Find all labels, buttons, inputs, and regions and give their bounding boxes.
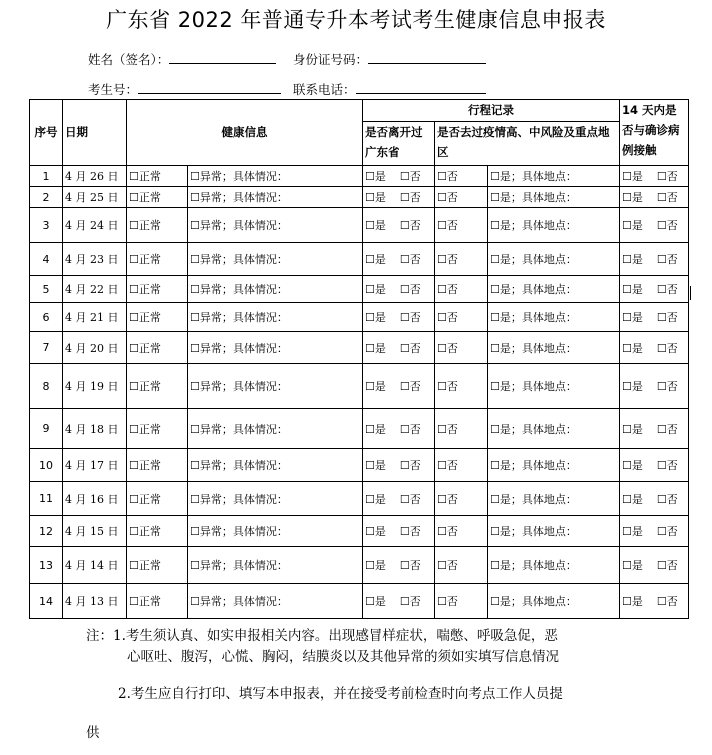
exam-no-label: 考生号： bbox=[88, 82, 139, 97]
risk-area-yes-place-checkbox[interactable]: ☐是；具体地点： bbox=[488, 332, 620, 364]
risk-area-no-checkbox[interactable]: ☐否 bbox=[435, 276, 488, 303]
risk-area-yes-place-checkbox[interactable]: ☐是；具体地点： bbox=[488, 364, 620, 409]
no-checkbox[interactable]: ☐否 bbox=[399, 595, 421, 608]
contact-choice[interactable] bbox=[620, 409, 689, 449]
no-checkbox[interactable]: ☐否 bbox=[399, 525, 421, 538]
row-date: 4 月 20 日 bbox=[63, 332, 127, 364]
health-abnormal-checkbox[interactable]: ☐异常；具体情况： bbox=[188, 547, 363, 584]
health-normal-checkbox[interactable]: ☐正常 bbox=[127, 364, 188, 409]
left-gd-choice[interactable] bbox=[363, 449, 435, 482]
risk-area-no-checkbox[interactable]: ☐否 bbox=[435, 547, 488, 584]
table-row bbox=[30, 187, 689, 208]
health-normal-checkbox[interactable]: ☐正常 bbox=[127, 243, 188, 276]
health-abnormal-checkbox[interactable]: ☐异常；具体情况： bbox=[188, 187, 363, 208]
risk-area-no-checkbox[interactable]: ☐否 bbox=[435, 516, 488, 547]
yes-checkbox[interactable]: ☐是 bbox=[365, 341, 386, 355]
row-number: 4 bbox=[30, 243, 63, 276]
yes-checkbox[interactable]: ☐是 bbox=[622, 341, 643, 355]
table-row bbox=[30, 364, 689, 409]
exam-no-blank[interactable] bbox=[138, 80, 281, 94]
row-date: 4 月 25 日 bbox=[63, 187, 127, 208]
form-title: 广东省 2022 年普通专升本考试考生健康信息申报表 bbox=[106, 8, 606, 32]
risk-area-yes-place-checkbox[interactable]: ☐是；具体地点： bbox=[488, 208, 620, 243]
yes-checkbox[interactable]: ☐是 bbox=[622, 380, 643, 393]
row-date: 4 月 13 日 bbox=[63, 584, 127, 619]
yes-checkbox[interactable]: ☐是 bbox=[622, 422, 643, 436]
no-checkbox[interactable]: ☐否 bbox=[399, 191, 421, 204]
table-row bbox=[30, 547, 689, 584]
row-date: 4 月 22 日 bbox=[63, 276, 127, 303]
row-number: 10 bbox=[30, 449, 63, 482]
yes-checkbox[interactable]: ☐是 bbox=[622, 492, 643, 506]
left-gd-choice[interactable] bbox=[363, 187, 435, 208]
table-row bbox=[30, 208, 689, 243]
left-gd-choice[interactable] bbox=[363, 332, 435, 364]
risk-area-yes-place-checkbox[interactable]: ☐是；具体地点： bbox=[488, 187, 620, 208]
row-number: 3 bbox=[30, 208, 63, 243]
health-abnormal-checkbox[interactable]: ☐异常；具体情况： bbox=[188, 243, 363, 276]
table-row bbox=[30, 449, 689, 482]
risk-area-no-checkbox[interactable]: ☐否 bbox=[435, 187, 488, 208]
risk-area-no-checkbox[interactable]: ☐否 bbox=[435, 243, 488, 276]
yes-checkbox[interactable]: ☐是 bbox=[365, 219, 386, 232]
exam-no-field[interactable] bbox=[88, 80, 281, 98]
risk-area-no-checkbox[interactable]: ☐否 bbox=[435, 449, 488, 482]
contact-choice[interactable] bbox=[620, 482, 689, 516]
table-row bbox=[30, 166, 689, 187]
health-normal-checkbox[interactable]: ☐正常 bbox=[127, 332, 188, 364]
left-gd-choice[interactable] bbox=[363, 166, 435, 187]
row-date: 4 月 21 日 bbox=[63, 303, 127, 332]
no-checkbox[interactable]: ☐否 bbox=[399, 253, 421, 266]
yes-checkbox[interactable]: ☐是 bbox=[622, 595, 643, 608]
name-label: 姓名（签名）： bbox=[88, 52, 170, 67]
health-abnormal-checkbox[interactable]: ☐异常；具体情况： bbox=[188, 166, 363, 187]
table-row bbox=[30, 303, 689, 332]
contact-choice[interactable] bbox=[620, 547, 689, 584]
row-number: 7 bbox=[30, 332, 63, 364]
yes-checkbox[interactable]: ☐是 bbox=[365, 422, 386, 436]
row-number: 1 bbox=[30, 166, 63, 187]
risk-area-yes-place-checkbox[interactable]: ☐是；具体地点： bbox=[488, 584, 620, 619]
health-normal-checkbox[interactable]: ☐正常 bbox=[127, 482, 188, 516]
table-body bbox=[30, 166, 689, 619]
id-field[interactable] bbox=[293, 50, 486, 68]
left-gd-choice[interactable] bbox=[363, 547, 435, 584]
health-declaration-table bbox=[29, 99, 689, 619]
health-normal-checkbox[interactable]: ☐正常 bbox=[127, 166, 188, 187]
row-date: 4 月 15 日 bbox=[63, 516, 127, 547]
left-gd-choice[interactable] bbox=[363, 409, 435, 449]
notes bbox=[86, 626, 646, 744]
yes-checkbox[interactable]: ☐是 bbox=[622, 283, 643, 296]
health-normal-checkbox[interactable]: ☐正常 bbox=[127, 409, 188, 449]
health-abnormal-checkbox[interactable]: ☐异常；具体情况： bbox=[188, 303, 363, 332]
header-travel: 行程记录 bbox=[363, 100, 620, 122]
contact-choice[interactable] bbox=[620, 303, 689, 332]
id-label: 身份证号码： bbox=[293, 52, 369, 67]
risk-area-yes-place-checkbox[interactable]: ☐是；具体地点： bbox=[488, 166, 620, 187]
no-checkbox[interactable]: ☐否 bbox=[656, 311, 678, 324]
no-checkbox[interactable]: ☐否 bbox=[399, 219, 421, 232]
yes-checkbox[interactable]: ☐是 bbox=[365, 253, 386, 266]
yes-checkbox[interactable]: ☐是 bbox=[365, 595, 386, 608]
left-gd-choice[interactable] bbox=[363, 364, 435, 409]
yes-checkbox[interactable]: ☐是 bbox=[365, 559, 386, 572]
risk-area-no-checkbox[interactable]: ☐否 bbox=[435, 409, 488, 449]
no-checkbox[interactable]: ☐否 bbox=[656, 170, 678, 183]
left-gd-choice[interactable] bbox=[363, 516, 435, 547]
row-date: 4 月 24 日 bbox=[63, 208, 127, 243]
row-date: 4 月 23 日 bbox=[63, 243, 127, 276]
table-row bbox=[30, 482, 689, 516]
row-date: 4 月 17 日 bbox=[63, 449, 127, 482]
risk-area-yes-place-checkbox[interactable]: ☐是；具体地点： bbox=[488, 276, 620, 303]
health-abnormal-checkbox[interactable]: ☐异常；具体情况： bbox=[188, 276, 363, 303]
yes-checkbox[interactable]: ☐是 bbox=[365, 170, 386, 183]
health-abnormal-checkbox[interactable]: ☐异常；具体情况： bbox=[188, 516, 363, 547]
left-gd-choice[interactable] bbox=[363, 208, 435, 243]
contact-choice[interactable] bbox=[620, 208, 689, 243]
header-left-gd: 是否离开过广东省 bbox=[363, 122, 435, 166]
risk-area-no-checkbox[interactable]: ☐否 bbox=[435, 166, 488, 187]
yes-checkbox[interactable]: ☐是 bbox=[365, 525, 386, 538]
phone-field[interactable] bbox=[293, 80, 486, 98]
no-checkbox[interactable]: ☐否 bbox=[399, 422, 421, 436]
health-normal-checkbox[interactable]: ☐正常 bbox=[127, 449, 188, 482]
no-checkbox[interactable]: ☐否 bbox=[399, 380, 421, 393]
no-checkbox[interactable]: ☐否 bbox=[656, 380, 678, 393]
yes-checkbox[interactable]: ☐是 bbox=[622, 311, 643, 324]
note-1b: 心呕吐、腹泻，心慌、胸闷，结膜炎以及其他异常的须如实填写信息情况 bbox=[127, 649, 559, 665]
name-field[interactable] bbox=[88, 50, 276, 68]
text-cursor bbox=[690, 286, 691, 300]
contact-choice[interactable] bbox=[620, 166, 689, 187]
row-number: 13 bbox=[30, 547, 63, 584]
no-checkbox[interactable]: ☐否 bbox=[656, 492, 678, 506]
risk-area-yes-place-checkbox[interactable]: ☐是；具体地点： bbox=[488, 303, 620, 332]
row-number: 11 bbox=[30, 482, 63, 516]
risk-area-no-checkbox[interactable]: ☐否 bbox=[435, 482, 488, 516]
contact-choice[interactable] bbox=[620, 332, 689, 364]
no-checkbox[interactable]: ☐否 bbox=[399, 283, 421, 296]
no-checkbox[interactable]: ☐否 bbox=[656, 219, 678, 232]
no-checkbox[interactable]: ☐否 bbox=[399, 492, 421, 506]
header-date: 日期 bbox=[63, 100, 127, 166]
contact-choice[interactable] bbox=[620, 364, 689, 409]
yes-checkbox[interactable]: ☐是 bbox=[365, 492, 386, 506]
yes-checkbox[interactable]: ☐是 bbox=[622, 253, 643, 266]
left-gd-choice[interactable] bbox=[363, 303, 435, 332]
yes-checkbox[interactable]: ☐是 bbox=[365, 191, 386, 204]
yes-checkbox[interactable]: ☐是 bbox=[365, 380, 386, 393]
risk-area-no-checkbox[interactable]: ☐否 bbox=[435, 584, 488, 619]
table-row bbox=[30, 332, 689, 364]
note-2a: 2.考生应自行打印、填写本申报表，并在接受考前检查时向考点工作人员提 bbox=[118, 686, 563, 702]
left-gd-choice[interactable] bbox=[363, 584, 435, 619]
no-checkbox[interactable]: ☐否 bbox=[656, 525, 678, 538]
header-risk-area: 是否去过疫情高、中风险及重点地区 bbox=[435, 122, 620, 166]
row-number: 9 bbox=[30, 409, 63, 449]
note-1a: 注：1.考生须认真、如实申报相关内容。出现感冒样症状，喘憋、呼吸急促，恶 bbox=[86, 628, 558, 644]
no-checkbox[interactable]: ☐否 bbox=[656, 253, 678, 266]
no-checkbox[interactable]: ☐否 bbox=[399, 170, 421, 183]
health-abnormal-checkbox[interactable]: ☐异常；具体情况： bbox=[188, 409, 363, 449]
yes-checkbox[interactable]: ☐是 bbox=[365, 283, 386, 296]
left-gd-choice[interactable] bbox=[363, 276, 435, 303]
row-number: 2 bbox=[30, 187, 63, 208]
risk-area-yes-place-checkbox[interactable]: ☐是；具体地点： bbox=[488, 482, 620, 516]
health-normal-checkbox[interactable]: ☐正常 bbox=[127, 208, 188, 243]
no-checkbox[interactable]: ☐否 bbox=[656, 595, 678, 608]
risk-area-no-checkbox[interactable]: ☐否 bbox=[435, 332, 488, 364]
risk-area-no-checkbox[interactable]: ☐否 bbox=[435, 364, 488, 409]
contact-choice[interactable] bbox=[620, 584, 689, 619]
row-date: 4 月 18 日 bbox=[63, 409, 127, 449]
table-row bbox=[30, 409, 689, 449]
contact-choice[interactable] bbox=[620, 243, 689, 276]
phone-label: 联系电话： bbox=[293, 82, 356, 97]
health-normal-checkbox[interactable]: ☐正常 bbox=[127, 187, 188, 208]
health-abnormal-checkbox[interactable]: ☐异常；具体情况： bbox=[188, 332, 363, 364]
phone-blank[interactable] bbox=[356, 80, 486, 94]
yes-checkbox[interactable]: ☐是 bbox=[622, 170, 643, 183]
health-normal-checkbox[interactable]: ☐正常 bbox=[127, 547, 188, 584]
risk-area-no-checkbox[interactable]: ☐否 bbox=[435, 208, 488, 243]
yes-checkbox[interactable]: ☐是 bbox=[365, 311, 386, 324]
header-seq: 序号 bbox=[30, 100, 63, 166]
health-normal-checkbox[interactable]: ☐正常 bbox=[127, 584, 188, 619]
row-number: 6 bbox=[30, 303, 63, 332]
row-number: 8 bbox=[30, 364, 63, 409]
yes-checkbox[interactable]: ☐是 bbox=[365, 459, 386, 472]
no-checkbox[interactable]: ☐否 bbox=[656, 422, 678, 436]
table-row bbox=[30, 584, 689, 619]
row-number: 12 bbox=[30, 516, 63, 547]
yes-checkbox[interactable]: ☐是 bbox=[622, 559, 643, 572]
row-date: 4 月 14 日 bbox=[63, 547, 127, 584]
row-number: 14 bbox=[30, 584, 63, 619]
health-abnormal-checkbox[interactable]: ☐异常；具体情况： bbox=[188, 584, 363, 619]
no-checkbox[interactable]: ☐否 bbox=[656, 191, 678, 204]
health-abnormal-checkbox[interactable]: ☐异常；具体情况： bbox=[188, 482, 363, 516]
table-row bbox=[30, 243, 689, 276]
health-normal-checkbox[interactable]: ☐正常 bbox=[127, 516, 188, 547]
yes-checkbox[interactable]: ☐是 bbox=[622, 525, 643, 538]
table-row bbox=[30, 276, 689, 303]
row-date: 4 月 26 日 bbox=[63, 166, 127, 187]
health-abnormal-checkbox[interactable]: ☐异常；具体情况： bbox=[188, 208, 363, 243]
no-checkbox[interactable]: ☐否 bbox=[656, 459, 678, 472]
health-abnormal-checkbox[interactable]: ☐异常；具体情况： bbox=[188, 364, 363, 409]
row-date: 4 月 16 日 bbox=[63, 482, 127, 516]
risk-area-yes-place-checkbox[interactable]: ☐是；具体地点： bbox=[488, 547, 620, 584]
contact-choice[interactable] bbox=[620, 449, 689, 482]
health-abnormal-checkbox[interactable]: ☐异常；具体情况： bbox=[188, 449, 363, 482]
no-checkbox[interactable]: ☐否 bbox=[656, 341, 678, 355]
yes-checkbox[interactable]: ☐是 bbox=[622, 191, 643, 204]
no-checkbox[interactable]: ☐否 bbox=[656, 559, 678, 572]
header-health: 健康信息 bbox=[127, 100, 363, 166]
risk-area-yes-place-checkbox[interactable]: ☐是；具体地点： bbox=[488, 243, 620, 276]
id-blank[interactable] bbox=[368, 50, 486, 64]
contact-choice[interactable] bbox=[620, 187, 689, 208]
health-normal-checkbox[interactable]: ☐正常 bbox=[127, 276, 188, 303]
no-checkbox[interactable]: ☐否 bbox=[399, 459, 421, 472]
no-checkbox[interactable]: ☐否 bbox=[399, 559, 421, 572]
table-row bbox=[30, 516, 689, 547]
risk-area-no-checkbox[interactable]: ☐否 bbox=[435, 303, 488, 332]
left-gd-choice[interactable] bbox=[363, 243, 435, 276]
row-date: 4 月 19 日 bbox=[63, 364, 127, 409]
health-normal-checkbox[interactable]: ☐正常 bbox=[127, 303, 188, 332]
yes-checkbox[interactable]: ☐是 bbox=[622, 459, 643, 472]
no-checkbox[interactable]: ☐否 bbox=[399, 341, 421, 355]
name-blank[interactable] bbox=[169, 50, 276, 64]
left-gd-choice[interactable] bbox=[363, 482, 435, 516]
contact-choice[interactable] bbox=[620, 276, 689, 303]
row-number: 5 bbox=[30, 276, 63, 303]
risk-area-yes-place-checkbox[interactable]: ☐是；具体地点： bbox=[488, 516, 620, 547]
yes-checkbox[interactable]: ☐是 bbox=[622, 219, 643, 232]
risk-area-yes-place-checkbox[interactable]: ☐是；具体地点： bbox=[488, 409, 620, 449]
no-checkbox[interactable]: ☐否 bbox=[656, 283, 678, 296]
risk-area-yes-place-checkbox[interactable]: ☐是；具体地点： bbox=[488, 449, 620, 482]
no-checkbox[interactable]: ☐否 bbox=[399, 311, 421, 324]
header-contact: 14 天内是否与确诊病例接触 bbox=[620, 100, 689, 166]
contact-choice[interactable] bbox=[620, 516, 689, 547]
note-2b: 供 bbox=[86, 725, 100, 741]
